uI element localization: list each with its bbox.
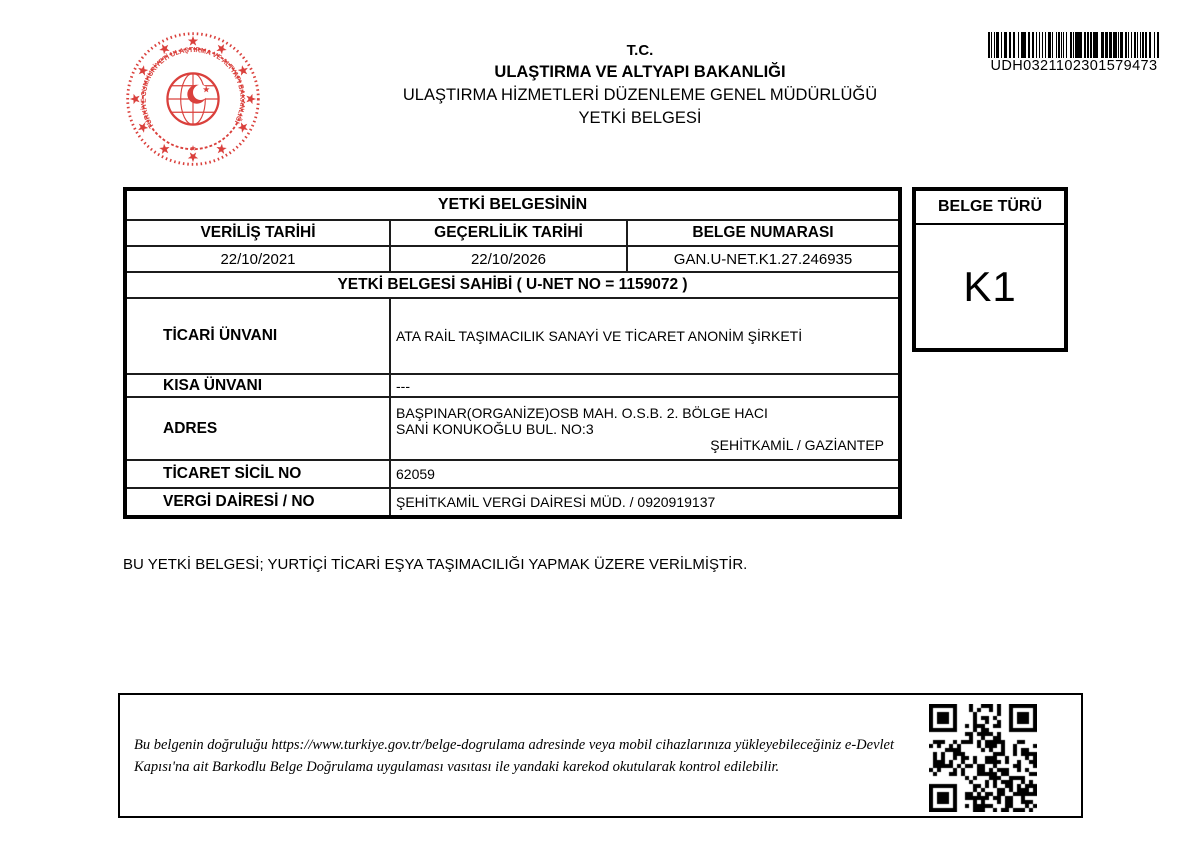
registry-row: [125, 460, 900, 488]
address-line1: BAŞPINAR(ORGANİZE)OSB MAH. O.S.B. 2. BÖLGE HACI: [396, 404, 768, 421]
trade-name-label: TİCARİ ÜNVANI: [125, 298, 390, 374]
registry-label: TİCARET SİCİL NO: [125, 460, 390, 488]
address-line2: SANİ KONUKOĞLU BUL. NO:3: [396, 420, 594, 437]
verification-text: Bu belgenin doğruluğu https://www.turkiye.gov.tr/belge-dogrulama adresinde veya mobil cihazlarınıza yükleyebileceğiniz e-Devlet Kapısı'na ait Barkodlu Belge Doğrulama uygulaması vasıtası ile yandaki karekod okutularak kontrol edilebilir.: [134, 736, 895, 775]
address-value: [390, 397, 900, 460]
owner-title: YETKİ BELGESİ SAHİBİ ( U-NET NO = 1159072 ): [125, 272, 900, 298]
address-label: ADRES: [125, 397, 390, 460]
ministry-seal-graphic: [122, 28, 264, 170]
col-issue-date: VERİLİŞ TARİHİ: [125, 220, 390, 246]
barcode-value: UDH0321102301579473: [990, 58, 1158, 74]
barcode-icon: [988, 32, 1160, 58]
authorization-statement: BU YETKİ BELGESİ; YURTİÇİ TİCARİ EŞYA TAŞIMACILIĞI YAPMAK ÜZERE VERİLMİŞTİR.: [123, 556, 748, 573]
seal-crescent-star: [187, 85, 209, 104]
barcode-block: [988, 32, 1160, 74]
col-doc-number: BELGE NUMARASI: [627, 220, 900, 246]
table-title-row: [125, 189, 900, 220]
document-header: [403, 40, 877, 129]
document-type-title: BELGE TÜRÜ: [916, 191, 1064, 225]
table-values-row: [125, 246, 900, 272]
tax-office-value: ŞEHİTKAMİL VERGİ DAİRESİ MÜD. / 0920919137: [390, 488, 900, 517]
tax-office-label: VERGİ DAİRESİ / NO: [125, 488, 390, 517]
header-ministry: ULAŞTIRMA VE ALTYAPI BAKANLIĞI: [494, 63, 786, 81]
certificate-table: [123, 187, 902, 519]
header-directorate: ULAŞTIRMA HİZMETLERİ DÜZENLEME GENEL MÜDÜRLÜĞÜ: [402, 86, 878, 104]
short-name-label: KISA ÜNVANI: [125, 374, 390, 397]
short-name-value: ---: [390, 374, 900, 397]
qr-code-icon: [929, 704, 1037, 812]
issue-date-value: 22/10/2021: [125, 246, 390, 272]
document-type-value: K1: [963, 262, 1017, 310]
trade-name-value: ATA RAİL TAŞIMACILIK SANAYİ VE TİCARET ANONİM ŞİRKETİ: [390, 298, 900, 374]
doc-number-value: GAN.U-NET.K1.27.246935: [627, 246, 900, 272]
trade-name-row: [125, 298, 900, 374]
document-type-box: [912, 187, 1068, 352]
ministry-seal: [122, 28, 264, 170]
registry-value: 62059: [390, 460, 900, 488]
short-name-row: [125, 374, 900, 397]
header-country: T.C.: [626, 42, 654, 59]
valid-date-value: 22/10/2026: [390, 246, 627, 272]
table-title: YETKİ BELGESİNİN: [125, 189, 900, 220]
address-row: [125, 397, 900, 460]
header-doc-type: YETKİ BELGESİ: [578, 109, 702, 127]
tax-office-row: [125, 488, 900, 517]
address-city: ŞEHİTKAMİL / GAZİANTEP: [710, 436, 885, 453]
seal-circular-text: TÜRKİYE CUMHURİYETİ ULAŞTIRMA VE ALTYAPI BAKANLIĞI: [139, 45, 247, 130]
verification-box: [118, 693, 1083, 818]
owner-title-row: [125, 272, 900, 298]
table-column-header-row: [125, 220, 900, 246]
col-valid-date: GEÇERLİLİK TARİHİ: [390, 220, 627, 246]
